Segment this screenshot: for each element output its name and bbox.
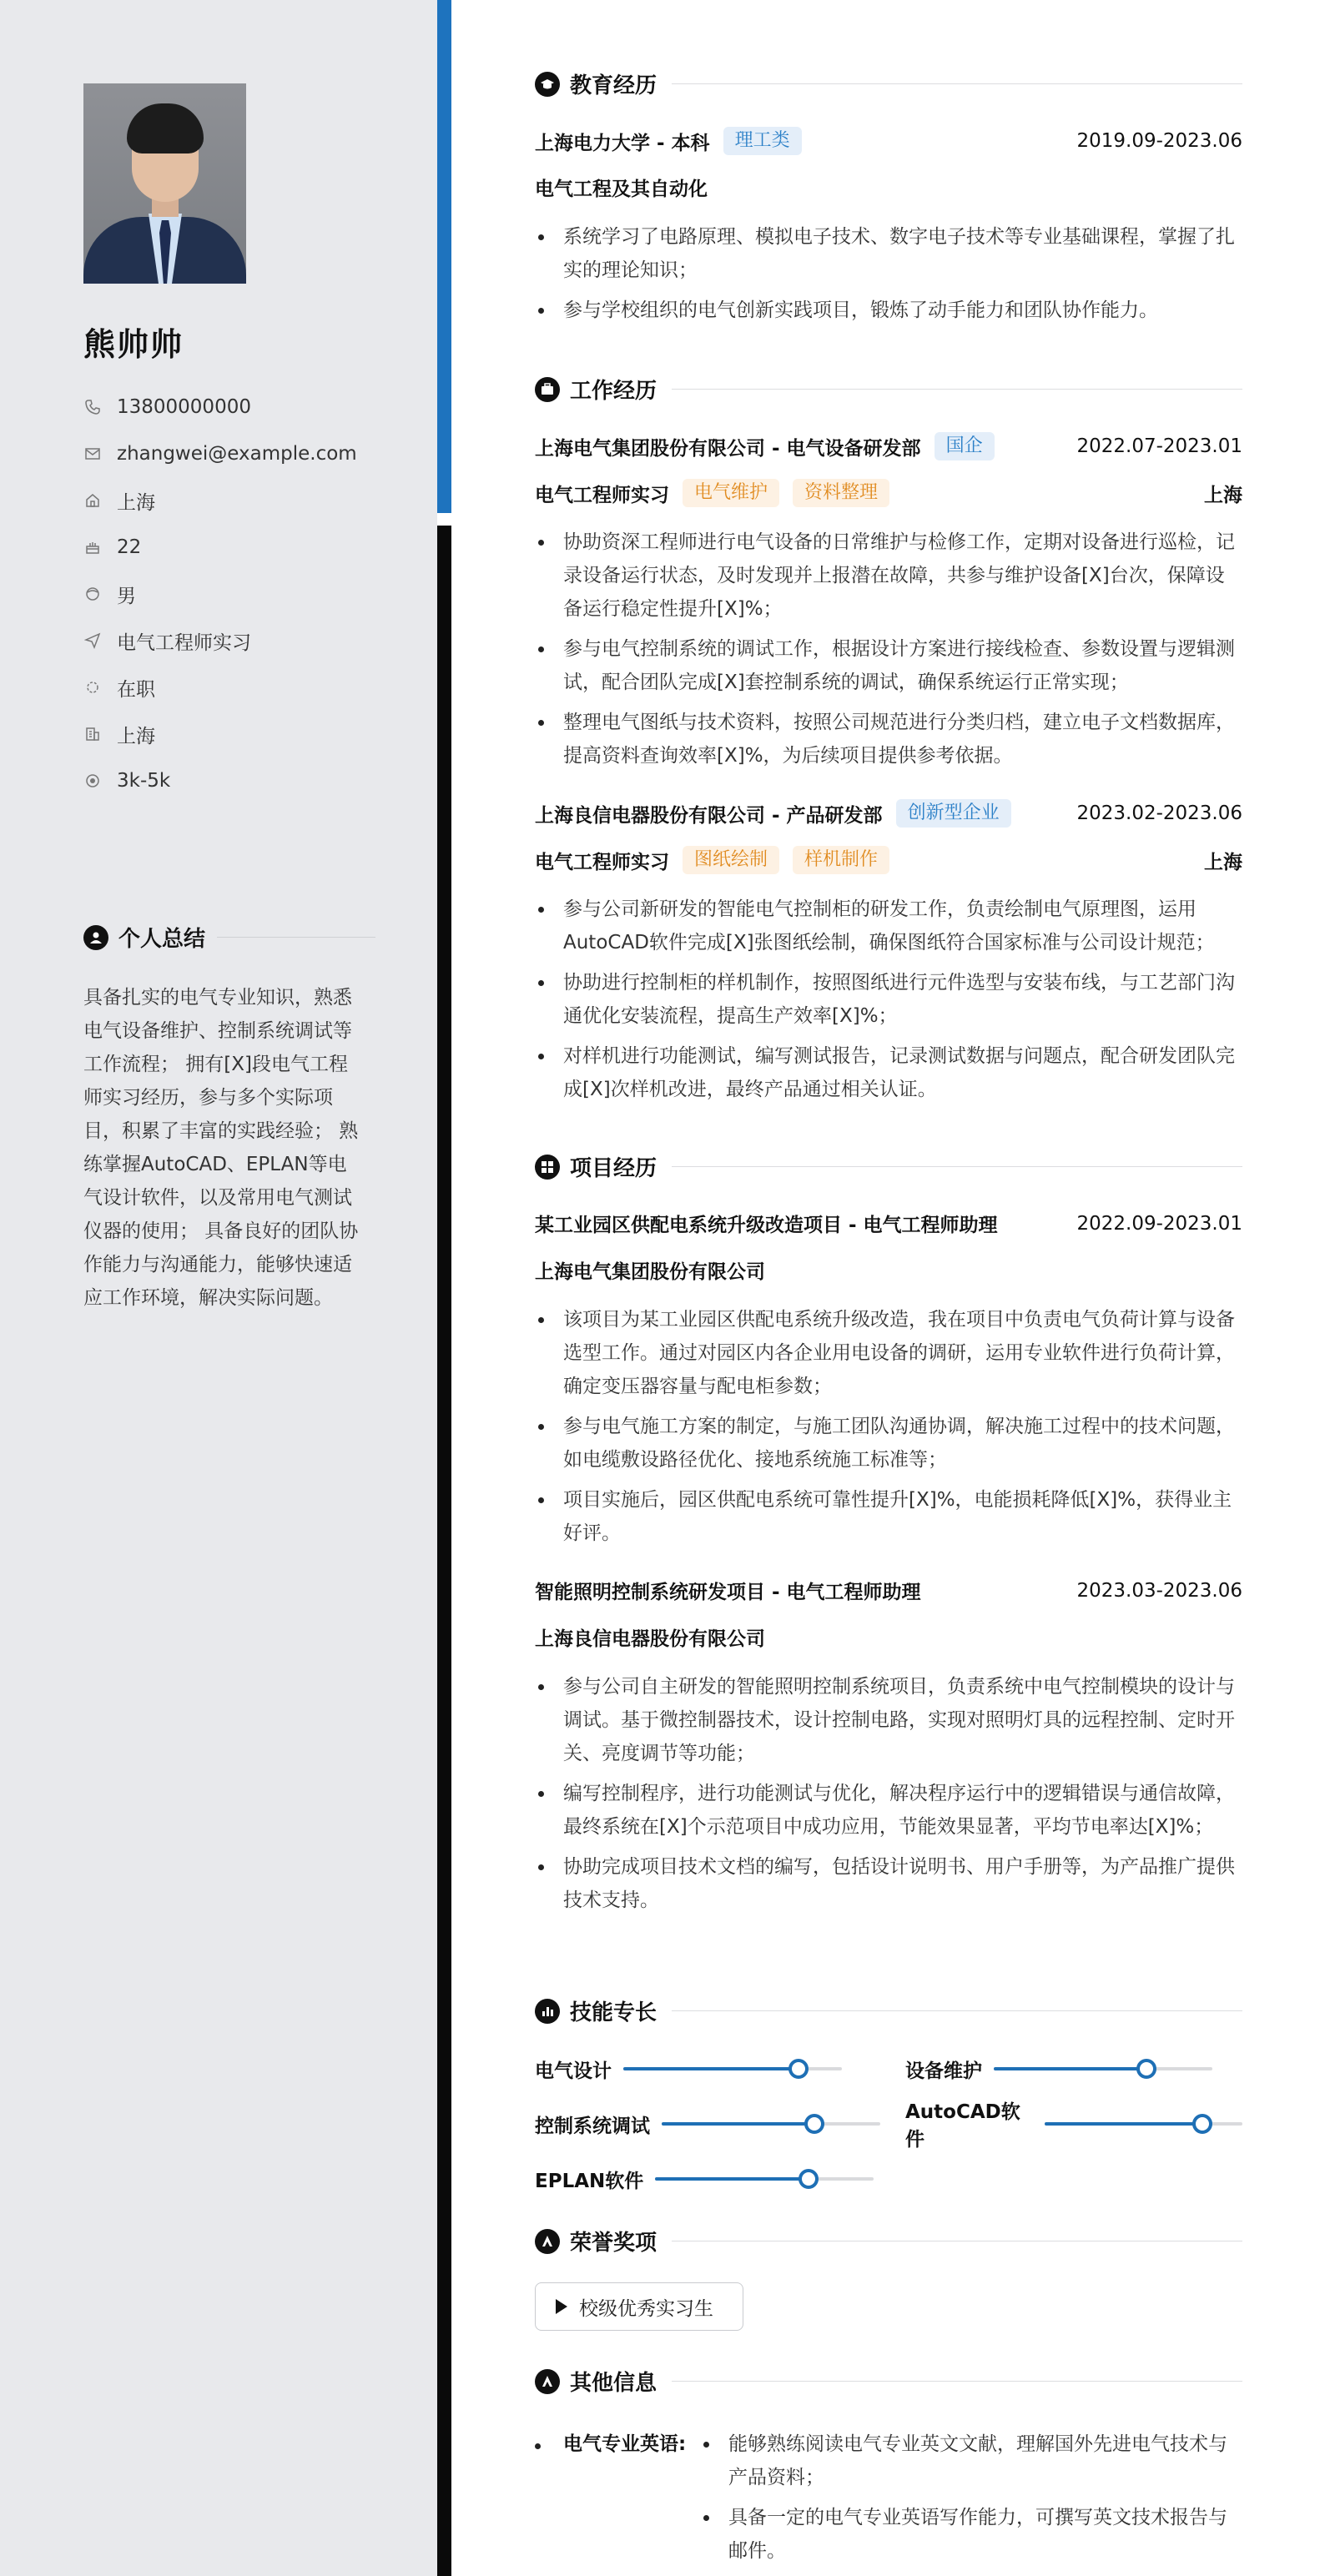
- projects-heading: [535, 1151, 1242, 1182]
- list-item: 参与公司新研发的智能电气控制柜的研发工作，负责绘制电气原理图，运用AutoCAD软件完成[X]张图纸绘制，确保图纸符合国家标准与公司设计规范；: [535, 893, 1242, 959]
- skill-item: [535, 2107, 880, 2141]
- project-2-header-row: [535, 1577, 1242, 1604]
- job-2-skill-tag: 图纸绘制: [683, 846, 779, 874]
- education-header-row: [535, 127, 1242, 155]
- job-2-skill-tag: 样机制作: [793, 846, 889, 874]
- other-heading: [535, 2366, 1242, 2397]
- info-salary: [83, 757, 357, 804]
- list-item: 具备一定的电气专业英语写作能力，可撰写英文技术报告与邮件。: [702, 2501, 1244, 2568]
- project-2-company: 上海良信电器股份有限公司: [535, 1628, 765, 1650]
- project-1-name: 某工业园区供配电系统升级改造项目 - 电气工程师助理: [535, 1215, 998, 1236]
- list-item: 协助资深工程师进行电气设备的日常维护与检修工作，定期对设备进行巡检，记录设备运行状态，及时发现并上报潜在故障，共参与维护设备[X]台次，保障设备运行稳定性提升[X]%；: [535, 526, 1242, 626]
- skill-level-bar: [623, 2067, 842, 2070]
- avatar-photo: [83, 83, 246, 284]
- info-salary-text: 3k-5k: [117, 770, 171, 792]
- education-title: 教育经历: [570, 73, 657, 98]
- info-phone: [83, 384, 357, 430]
- profile-name: 熊帅帅: [83, 326, 184, 363]
- info-city-text: 上海: [117, 725, 155, 747]
- education-date: 2019.09-2023.06: [1076, 130, 1242, 152]
- contact-info-list: [83, 384, 357, 804]
- job-2-role-row: [535, 846, 1242, 874]
- job-1-role: 电气工程师实习: [535, 484, 669, 506]
- list-item: 项目实施后，园区供配电系统可靠性提升[X]%，电能损耗降低[X]%，获得业主好评。: [535, 1483, 1242, 1550]
- list-item: 能够熟练阅读电气专业英文文献，理解国外先进电气技术与产品资料；: [702, 2428, 1244, 2494]
- job-1-tag: 国企: [935, 432, 995, 460]
- honors-title: 荣誉奖项: [570, 2231, 657, 2256]
- info-city: [83, 711, 357, 757]
- skill-level-bar: [662, 2122, 880, 2126]
- project-1-bullets: [535, 1303, 1242, 1557]
- info-gender-text: 男: [117, 585, 136, 607]
- project-2-date: 2023.03-2023.06: [1076, 1579, 1242, 1602]
- list-item: 参与学校组织的电气创新实践项目，锻炼了动手能力和团队协作能力。: [535, 294, 1242, 327]
- education-heading: [535, 68, 1242, 99]
- project-2-company-row: [535, 1623, 1242, 1651]
- briefcase-icon: [535, 377, 560, 402]
- info-age: [83, 524, 357, 571]
- accent-bar-blue: [437, 0, 451, 513]
- education-major-row: [535, 174, 1242, 201]
- summary-heading: [83, 922, 375, 953]
- honors-heading: [535, 2226, 1242, 2257]
- grid-icon: [535, 1155, 560, 1180]
- job-1-date: 2022.07-2023.01: [1076, 435, 1242, 457]
- work-title: 工作经历: [570, 379, 657, 404]
- job-1-company: 上海电气集团股份有限公司 - 电气设备研发部: [535, 437, 921, 460]
- project-2-bullets: [535, 1670, 1242, 1924]
- skill-level-bar: [994, 2067, 1212, 2070]
- other-title: 其他信息: [570, 2371, 657, 2396]
- cake-icon: [83, 538, 102, 556]
- skill-item: [535, 2162, 874, 2196]
- work-heading: [535, 374, 1242, 405]
- list-item: 对样机进行功能测试，编写测试报告，记录测试数据与问题点，配合研发团队完成[X]次样机改进，最终产品通过相关认证。: [535, 1039, 1242, 1106]
- job-2-role: 电气工程师实习: [535, 851, 669, 873]
- job-2-bullets: [535, 893, 1242, 1113]
- info-phone-text: 13800000000: [117, 396, 251, 418]
- job-2-tag: 创新型企业: [896, 799, 1011, 828]
- info-status-text: 在职: [117, 678, 155, 701]
- mail-icon: [83, 445, 102, 463]
- list-item: 编写控制程序，进行功能测试与优化，解决程序运行中的逻辑错误与通信故障，最终系统在[X]个示范项目中成功应用，节能效果显著，平均节电率达[X]%；: [535, 1777, 1242, 1844]
- job-1-city: 上海: [1204, 484, 1242, 506]
- education-school: 上海电力大学 - 本科: [535, 132, 710, 154]
- job-1-skill-tag: 资料整理: [793, 479, 889, 507]
- list-item: 参与电气施工方案的制定，与施工团队沟通协调，解决施工过程中的技术问题，如电缆敷设路径优化、接地系统施工标准等；: [535, 1410, 1242, 1477]
- skill-name: EPLAN软件: [535, 2170, 644, 2192]
- list-item: 参与公司自主研发的智能照明控制系统项目，负责系统中电气控制模块的设计与调试。基于微控制器技术，设计控制电路，实现对照明灯具的远程控制、定时开关、亮度调节等功能；: [535, 1670, 1242, 1770]
- skill-item: [905, 2052, 1212, 2085]
- bar-chart-icon: [535, 1999, 560, 2024]
- list-item: 该项目为某工业园区供配电系统升级改造，我在项目中负责电气负荷计算与设备选型工作。通过对园区内各企业用电设备的调研，运用专业软件进行负荷计算，确定变压器容量与配电柜参数；: [535, 1303, 1242, 1403]
- building-icon: [83, 725, 102, 743]
- award-icon: [535, 2229, 560, 2254]
- education-tag: 理工类: [723, 127, 802, 155]
- project-1-date: 2022.09-2023.01: [1076, 1212, 1242, 1235]
- education-bullets: [535, 220, 1242, 334]
- skill-name: 电气设计: [535, 2060, 612, 2082]
- info-age-text: 22: [117, 536, 142, 558]
- gender-icon: [83, 585, 102, 603]
- info-position: [83, 617, 357, 664]
- other-label: 电气专业英语:: [563, 2433, 687, 2455]
- info-icon: [535, 2369, 560, 2394]
- project-2-name: 智能照明控制系统研发项目 - 电气工程师助理: [535, 1582, 921, 1603]
- project-1-company-row: [535, 1256, 1242, 1284]
- other-bullets: [702, 2428, 1244, 2574]
- list-item: 协助进行控制柜的样机制作，按照图纸进行元件选型与安装布线，与工艺部门沟通优化安装流程，提高生产效率[X]%；: [535, 966, 1242, 1033]
- accent-bar-black: [437, 526, 451, 2576]
- summary-text: 具备扎实的电气专业知识，熟悉电气设备维护、控制系统调试等工作流程； 拥有[X]段电气工程师实习经历，参与多个实际项目，积累了丰富的实践经验； 熟练掌握AutoCAD、EPLAN等电气设计软件，以及常用电气测试仪器的使用； 具备良好的团队协作能力与沟通能力，能够快速适应工作环境，解决实际问题。: [83, 987, 359, 1309]
- play-icon: [556, 2299, 567, 2314]
- job-2-header-row: [535, 799, 1242, 828]
- info-home: [83, 477, 357, 524]
- send-icon: [83, 631, 102, 650]
- skill-name: 控制系统调试: [535, 2115, 650, 2137]
- list-item: 系统学习了电路原理、模拟电子技术、数字电子技术等专业基础课程，掌握了扎实的理论知识；: [535, 220, 1242, 287]
- skill-name: AutoCAD软件: [905, 2101, 1020, 2151]
- job-1-bullets: [535, 526, 1242, 779]
- skills-title: 技能专长: [570, 2000, 657, 2025]
- list-item: 参与电气控制系统的调试工作，根据设计方案进行接线检查、参数设置与逻辑测试，配合团队完成[X]套控制系统的调试，确保系统运行正常实现；: [535, 632, 1242, 699]
- sidebar: [0, 0, 437, 2576]
- phone-icon: [83, 398, 102, 416]
- project-1-header-row: [535, 1210, 1242, 1237]
- skill-item: [905, 2101, 1242, 2151]
- job-1-role-row: [535, 479, 1242, 507]
- education-major: 电气工程及其自动化: [535, 179, 708, 200]
- user-icon: [83, 925, 108, 950]
- job-2-company: 上海良信电器股份有限公司 - 产品研发部: [535, 804, 883, 827]
- job-1-header-row: [535, 432, 1242, 460]
- info-status: [83, 664, 357, 711]
- info-home-text: 上海: [117, 491, 155, 514]
- info-email: [83, 430, 357, 477]
- summary-title: 个人总结: [118, 927, 206, 952]
- list-item: 协助完成项目技术文档的编写，包括设计说明书、用户手册等，为产品推广提供技术支持。: [535, 1850, 1242, 1917]
- status-icon: [83, 678, 102, 697]
- graduation-cap-icon: [535, 72, 560, 97]
- skill-level-bar: [655, 2177, 874, 2181]
- info-gender: [83, 571, 357, 617]
- home-icon: [83, 491, 102, 510]
- honor-item-label: 校级优秀实习生: [579, 2297, 713, 2320]
- skill-level-bar: [1045, 2122, 1242, 2126]
- info-email-text: zhangwei@example.com: [117, 443, 357, 465]
- honor-item-button[interactable]: [535, 2282, 743, 2331]
- skill-name: 设备维护: [905, 2060, 982, 2082]
- job-1-skill-tag: 电气维护: [683, 479, 779, 507]
- project-1-company: 上海电气集团股份有限公司: [535, 1261, 765, 1283]
- list-item: 整理电气图纸与技术资料，按照公司规范进行分类归档，建立电子文档数据库，提高资料查询效率[X]%，为后续项目提供参考依据。: [535, 706, 1242, 772]
- job-2-date: 2023.02-2023.06: [1076, 802, 1242, 824]
- job-2-city: 上海: [1204, 851, 1242, 873]
- skill-item: [535, 2052, 842, 2085]
- projects-title: 项目经历: [570, 1156, 657, 1181]
- skills-heading: [535, 1995, 1242, 2026]
- info-position-text: 电气工程师实习: [117, 631, 251, 654]
- salary-icon: [83, 772, 102, 790]
